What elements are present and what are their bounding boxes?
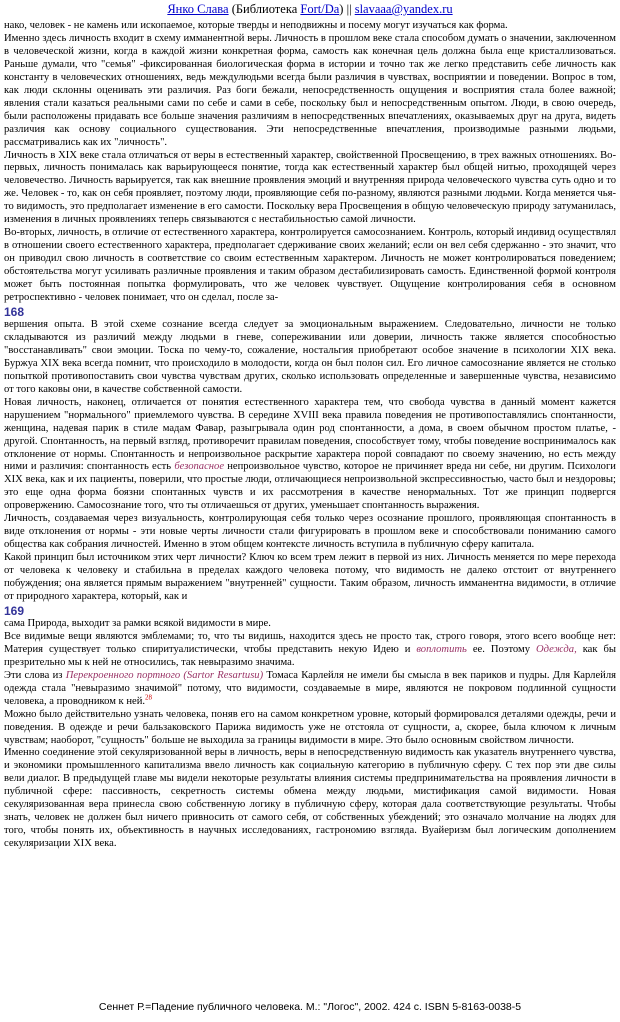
emphasis: безопасное: [174, 461, 225, 473]
text-run: Новая личность, наконец, отличается от понятия естественного характера тем, что свобода чувства в данный момент кажется нарушением "нормального" приемлемого чувства. В середине XVIII века правила поведения не противопоставлялись спонтанности, женщина, надевая парик в стиле мадам Фавар, разыгрывала один род спонтанности, а дома, в своем обычном простом платье, - другой. Спонтанность, на первый взгляд, противоречит правилам поведения, способствует тому, чтобы поведение воспринималось как отклонение от нормы. Спонтанность и непроизвольное раскрытие характера порой совпадают по своему значению, но есть между ними и различия: спонтанность есть: [4, 396, 616, 473]
page-footer: Сеннет Р.=Падение публичного человека. М.: "Логос", 2002. 424 с. ISBN 5-8163-0038-5: [98, 1001, 522, 1013]
paragraph: Именно соединение этой секуляризованной веры в личность, веры в непосредственную видимость как указатель внутреннего чувства, и экономики промышленного капитализма ввело личность как социальную категорию в публичную сферу. С тех пор эти две силы вели диалог. В предыдущей главе мы видели некоторые результаты влияния системы предпринимательства на проявления личности в публичной сфере: пассивность, секретность системы обмена между людьми, мистификация самой видимости. Новая секуляризованная вера принесла свою собственную логику в публичную сферу, которая дала соответствующие результаты. Чтобы знать, человек не должен был ничего привносить от самого себя, от собственных убеждений; это означало молчание на людях для того, чтобы понять их, объективность в научных исследованиях, гастрономию взгляда. Вуайеризм был логическим дополнением секуляризации XIX века.: [4, 747, 616, 850]
paragraph: нако, человек - не камень или ископаемое, которые тверды и неподвижны и посему могут изучаться как форма.: [4, 20, 508, 31]
emphasis: Одежда,: [535, 643, 577, 655]
emphasis: воплотить: [416, 643, 467, 655]
page-number: 169: [4, 603, 25, 618]
footnote-ref[interactable]: 28: [145, 693, 153, 702]
page-header: [0, 2, 620, 16]
paragraph: [4, 670, 616, 709]
paragraph: Во-вторых, личность, в отличие от естественного характера, контролируется самосознанием. Контроль, который индивид осуществлял в отношении своего естественного характера, предполагает сдерживание своих желаний; если он вел себя сдержанно - это значит, что он приводил свою личность в соответствие со своим естественным характером. Личность не может контролироваться поведением; обстоятельства могут усиливать различные проявления и таким образом дестабилизировать самость. Единственной формой контроля может быть постоянная попытка формулировать, что же человек чувствует. Ощущение контролирования себя в основном ретроспективно - человек понимает, что он сделал, после за-: [4, 227, 616, 304]
paragraph: [4, 397, 616, 514]
text-run: непроизвольное чувство, которое не причиняет вреда ни себе, ни другим. Психологи XIX века, как и их пациенты, поверили, что простые люди, отличающиеся непроизвольной экспрессивностью, часто был и нездоровы; это еще одна форма боязни спонтанных чувств и их рассмотрения в качестве ненормальных. Тот же принцип подвергся опровержению. Самосознание того, что ты отличаешься от других, уменьшает спонтанность выражения.: [4, 461, 616, 512]
paragraph: вершения опыта. В этой схеме сознание всегда следует за эмоциональным выражением. Следовательно, личности не только складываются из различий между людьми в гневе, сопереживании или доверии, личность также является способностью "восстанавливать" свои эмоции. Тоска по чему-то, сожаление, ностальгия приобретают особое значение в психологии XIX века. Буржуа XIX века всегда помнит, что происходило в молодости, когда он был полон сил. Его личное самосознание является не столько попыткой противопоставить свои чувства чувствам других, сколько использовать определенные и завершенные чувства, независимо от того каковы они, в качестве собственной самости.: [4, 318, 616, 395]
paragraph: Какой принцип был источником этих черт личности? Ключ ко всем трем лежит в первой из них. Личность меняется по мере перехода от человека к человеку и стабильна в пределах каждого человека потому, что видимость не далеко отстоит от внутреннего побуждения; она является прямым выражением "внутренней" сущности. Таким образом, личность имманентна видимости, в отличие от природного характера, который, как и: [4, 552, 616, 602]
paragraph: Личность в XIX веке стала отличаться от веры в естественный характер, свойственной Просвещению, в трех важных отношениях. Во-первых, личность понималась как варьирующееся понятие, тогда как естественный характер был общей нитью, проходящей через человечество. Личность варьируется, так как внешние проявления эмоций и внутренняя природа человеческого чувства суть одно и то же. Человек - то, как он себя проявляет, поэтому люди, проявляющие себя по-разному, являются разными людьми. Когда меняется чья-то видимость, это предполагает изменение в его самости. Поскольку вера Просвещения в общую человеческую природу затуманилась, изменения в личных проявлениях теперь связываются с нестабильностью самой личности.: [4, 149, 616, 226]
page-number: 168: [4, 304, 25, 319]
book-title: Перекроенного портного (Sartor Resartusu): [65, 669, 264, 681]
author-link[interactable]: Янко Слава: [167, 2, 229, 16]
separator: ) ||: [339, 2, 355, 16]
text-run: Все видимые вещи являются эмблемами; то, что ты видишь, находится здесь не просто так, строго говоря, этого всего вообще нет: Материя существует только спиритуалистически, чтобы представить некую Идею и: [4, 630, 616, 655]
text-run: Томаса Карлейля не имели бы смысла в век париков и пудры. Для Карлейля одежда стала "невыразимо значимой" потому, что видимости, создаваемые в мире, являются не покровом подлинной сущности человека, а проводником к ней.: [4, 669, 616, 707]
quote-paragraph: [4, 631, 616, 670]
paragraph: Можно было действительно узнать человека, поняв его на самом конкретном уровне, который формировался деталями одежды, речи и поведения. В одежде и речи бальзаковского Парижа видимость уже не отстояла от сущности, а, скорее, была ключом к личным чувствам; наоборот, "сущность" больше не выходила за границы видимости в мире. Это было основным свойством личности.: [4, 708, 616, 746]
text-run: ее. Поэтому: [466, 643, 536, 655]
paragraph: Личность, создаваемая через визуальность, контролирующая себя только через осознание прошлого, проявляющая спонтанность в виде отклонения от нормы - эти новые черты личности стали фигурировать в прошлом веке и способствовали пониманию самого общества как собрания личностей. Именно в этом общем контексте личность вступила в публичную сферу капитала.: [4, 513, 616, 551]
paragraph: сама Природа, выходит за рамки всякой видимости в мире.: [4, 617, 271, 629]
email-link[interactable]: slavaaa@yandex.ru: [354, 2, 453, 16]
text-run: как бы презрительно мы к ней не относились, так невыразимо значима.: [4, 643, 616, 668]
library-link[interactable]: Fort/Da: [300, 2, 340, 16]
text-run: Эти слова из: [4, 669, 66, 681]
document-body: [4, 20, 616, 851]
paragraph: Именно здесь личность входит в схему имманентной веры. Личность в прошлом веке стала способом думать о значении, заключенном в человеческой жизни, когда в каждой жизни конкретная форма, самость как конечная цель должна была еще кристаллизоваться. Раньше думали, что "семья" -фиксированная биологическая форма в истории и точно так же легко представить себе личность как константу в человеческих отношениях, ведь междулюдьми всегда были различия в чувствах, восприятии и поведении. Вопрос в том, как люди склонны оценивать эти различия. Раз боги бежали, непосредственность ощущения и восприятия стала более важной; явления стали казаться реальными сами по себе и сами в себе, поскольку был и непосредственным опытом. Люди, в свою очередь, были расположены придавать все больше значения различиям в непосредственных впечатлениях, оказываемых друг на друга, видеть различия как основу социального существования. Эти непосредственные впечатления, производимые разными людьми, рассматривались как их "личность".: [4, 32, 616, 148]
library-label: (Библиотека: [228, 2, 301, 16]
